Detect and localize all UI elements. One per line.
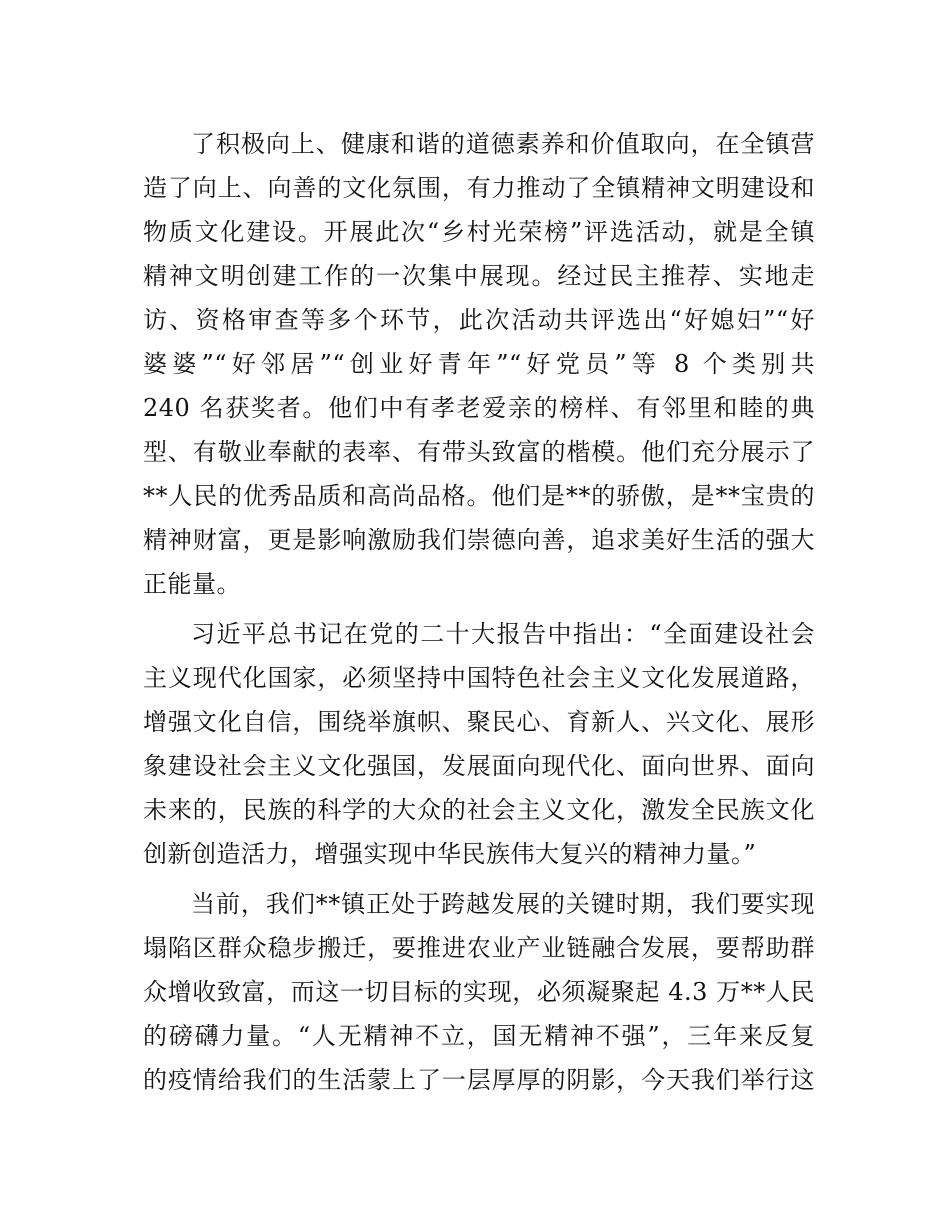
text-line: 精神财富，更是影响激励我们崇德向善，追求美好生活的强大 bbox=[143, 526, 815, 554]
text-line: 未来的，民族的科学的大众的社会主义文化，激发全民族文化 bbox=[143, 796, 815, 824]
text-line: 塌陷区群众稳步搬迁，要推进农业产业链融合发展，要帮助群 bbox=[143, 934, 815, 962]
text-line: 婆婆”“好邻居”“创业好青年”“好党员”等 8 个类别共 bbox=[143, 350, 815, 378]
text-line: 型、有敬业奉献的表率、有带头致富的楷模。他们充分展示了 bbox=[143, 438, 815, 466]
text-line: 增强文化自信，围绕举旗帜、聚民心、育新人、兴文化、展形 bbox=[143, 708, 815, 736]
text-line: 精神文明创建工作的一次集中展现。经过民主推荐、实地走 bbox=[143, 262, 815, 290]
text-line: 象建设社会主义文化强国，发展面向现代化、面向世界、面向 bbox=[143, 752, 815, 780]
text-line: 主义现代化国家，必须坚持中国特色社会主义文化发展道路， bbox=[143, 664, 815, 692]
text-line: 正能量。 bbox=[143, 570, 241, 598]
text-line: 创新创造活力，增强实现中华民族伟大复兴的精神力量。” bbox=[143, 840, 757, 868]
text-line: 了积极向上、健康和谐的道德素养和价值取向，在全镇营 bbox=[191, 130, 815, 158]
text-line: 当前，我们**镇正处于跨越发展的关键时期，我们要实现 bbox=[191, 890, 815, 918]
text-line: 240 名获奖者。他们中有孝老爱亲的榜样、有邻里和睦的典 bbox=[143, 394, 815, 422]
text-line: 习近平总书记在党的二十大报告中指出：“全面建设社会 bbox=[191, 620, 815, 648]
text-line: **人民的优秀品质和高尚品格。他们是**的骄傲，是**宝贵的 bbox=[143, 482, 815, 510]
text-line: 的疫情给我们的生活蒙上了一层厚厚的阴影，今天我们举行这 bbox=[143, 1066, 815, 1094]
text-line: 的磅礴力量。“人无精神不立，国无精神不强”，三年来反复 bbox=[143, 1022, 815, 1050]
text-line: 物质文化建设。开展此次“乡村光荣榜”评选活动，就是全镇 bbox=[143, 218, 815, 246]
text-line: 众增收致富，而这一切目标的实现，必须凝聚起 4.3 万**人民 bbox=[143, 978, 815, 1006]
text-line: 造了向上、向善的文化氛围，有力推动了全镇精神文明建设和 bbox=[143, 174, 815, 202]
text-line: 访、资格审查等多个环节，此次活动共评选出“好媳妇”“好 bbox=[143, 306, 815, 334]
